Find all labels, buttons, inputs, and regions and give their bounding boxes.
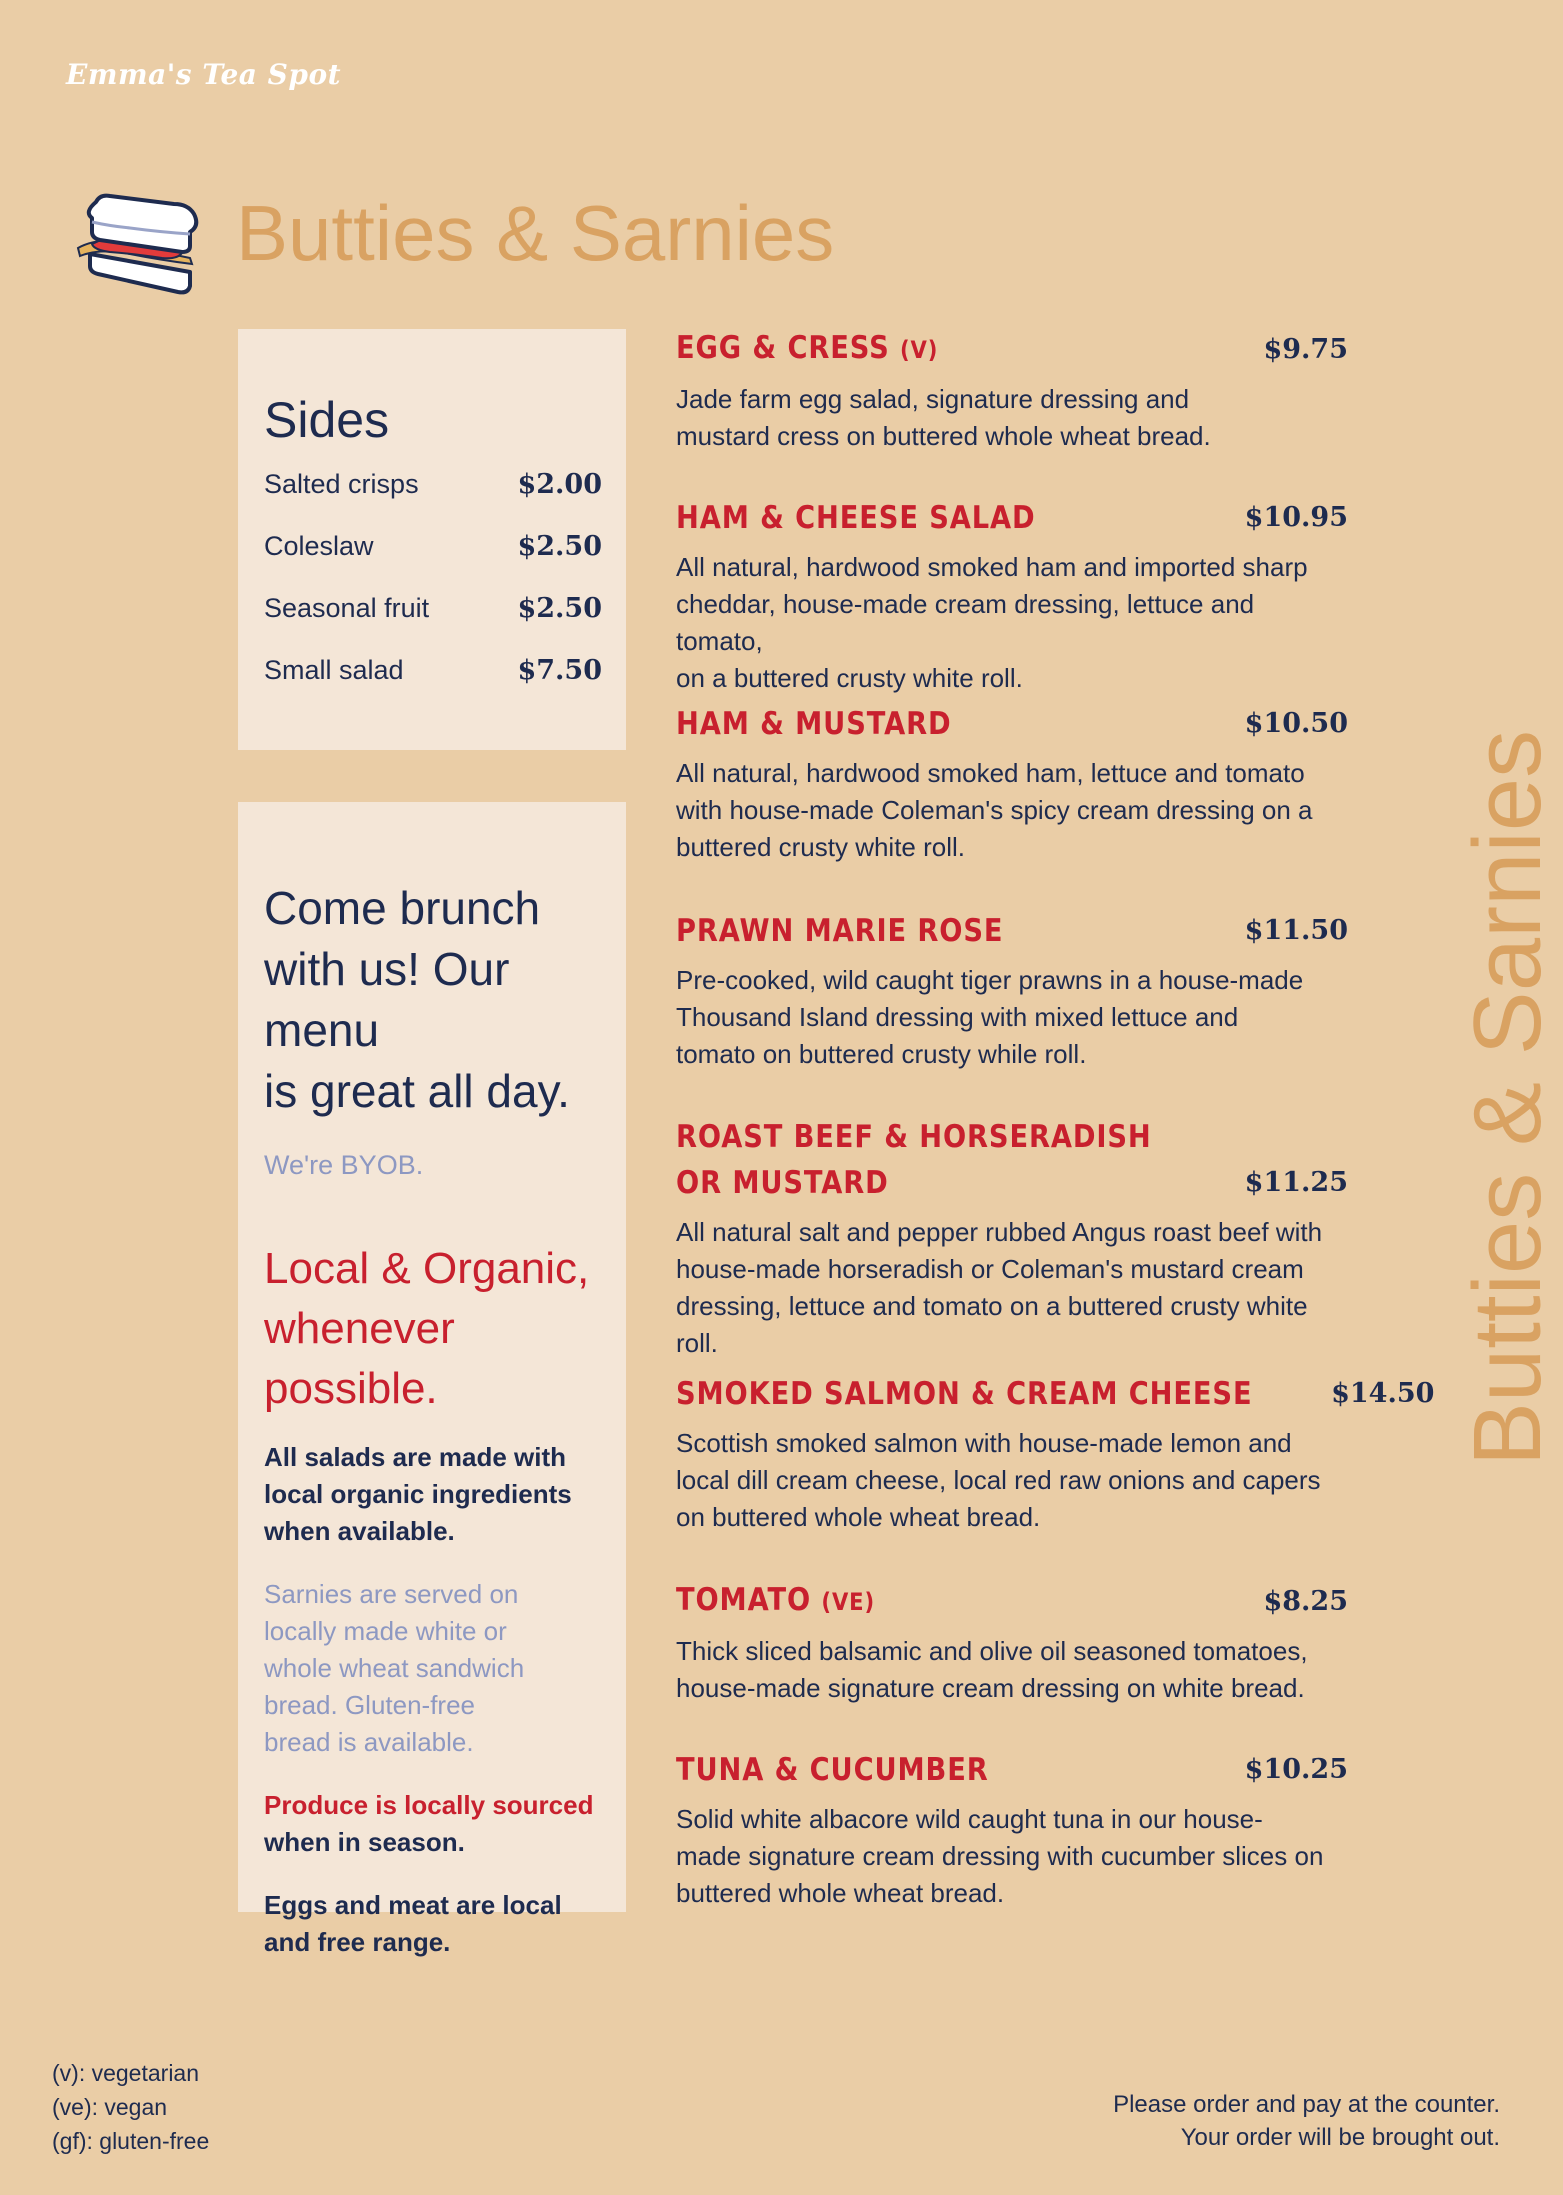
menu-item-name [676, 1371, 1252, 1417]
side-item-price: $2.00 [517, 469, 602, 500]
menu-item-price: $11.50 [1244, 915, 1348, 946]
diet-tag: (V) [900, 336, 939, 364]
side-item-price: $2.50 [517, 593, 602, 624]
headline-line: is great all day. [264, 1065, 570, 1117]
legend-item: (ve): vegan [52, 2094, 168, 2120]
menu-item-name-line: HAM & CHEESE SALAD [676, 500, 1036, 536]
desc-line: tomato on buttered crusty while roll. [676, 1039, 1087, 1069]
side-item-price: $2.50 [517, 531, 602, 562]
desc-line: with house-made Coleman's spicy cream dressing on a [676, 795, 1313, 825]
desc-line: made signature cream dressing with cucumber slices on [676, 1841, 1324, 1871]
menu-item-name-line: OR MUSTARD [676, 1165, 889, 1201]
note-line: All salads are made with [264, 1442, 567, 1472]
side-item [264, 531, 602, 593]
menu-item-description [676, 1801, 1348, 1912]
desc-line: local dill cream cheese, local red raw onions and capers [676, 1465, 1321, 1495]
menu-item [676, 1747, 1348, 1912]
bread-note [264, 1576, 606, 1761]
sides-panel [238, 329, 626, 750]
menu-item-name-line: ROAST BEEF & HORSERADISH [676, 1119, 1152, 1155]
salads-note [264, 1439, 606, 1550]
side-item [264, 593, 602, 655]
desc-line: All natural salt and pepper rubbed Angus roast beef with [676, 1217, 1323, 1247]
menu-item [676, 1371, 1435, 1536]
diet-legend [52, 2056, 209, 2158]
desc-line: mustard cress on buttered whole wheat bread. [676, 421, 1211, 451]
menu-item [676, 325, 1348, 455]
desc-line: buttered crusty white roll. [676, 832, 966, 862]
menu-item-name [676, 325, 938, 373]
page-title: Butties & Sarnies [236, 189, 835, 277]
menu-item-description [676, 549, 1348, 697]
desc-line: Thousand Island dressing with mixed lettuce and [676, 1002, 1239, 1032]
menu-item-name-line: TOMATO [676, 1582, 812, 1618]
desc-line: Scottish smoked salmon with house-made lemon and [676, 1428, 1292, 1458]
note-line: bread. Gluten-free [264, 1690, 476, 1720]
side-item-name: Small salad [264, 655, 404, 685]
menu-item-price: $11.25 [1244, 1167, 1348, 1198]
desc-line: Jade farm egg salad, signature dressing and [676, 384, 1190, 414]
menu-item-description [676, 1425, 1348, 1536]
desc-line: Thick sliced balsamic and olive oil seasoned tomatoes, [676, 1636, 1308, 1666]
menu-item-price: $9.75 [1263, 334, 1348, 365]
menu-item-price: $14.50 [1331, 1378, 1435, 1409]
menu-item-description [676, 962, 1348, 1073]
side-item-name: Salted crisps [264, 469, 419, 499]
byob-note: We're BYOB. [264, 1150, 424, 1180]
desc-line: dressing, lettuce and tomato on a buttered crusty white roll. [676, 1291, 1308, 1358]
menu-item [676, 1114, 1348, 1362]
side-item [264, 655, 602, 717]
order-instructions [1113, 2088, 1500, 2154]
menu-item [676, 495, 1348, 697]
menu-item-name-line: PRAWN MARIE ROSE [676, 913, 1004, 949]
desc-line: cheddar, house-made cream dressing, lettuce and tomato, [676, 589, 1255, 656]
local-line: whenever possible. [264, 1304, 455, 1413]
menu-item-description [676, 1214, 1348, 1362]
local-organic-headline [264, 1239, 606, 1419]
note-line: bread is available. [264, 1727, 474, 1757]
brand-logo: Emma's Tea Spot [66, 58, 342, 91]
headline-line: Come brunch [264, 882, 541, 934]
local-line: Local & Organic, [264, 1244, 590, 1293]
menu-item-description [676, 1633, 1348, 1707]
menu-item-name-line: TUNA & CUCUMBER [676, 1752, 989, 1788]
side-item-price: $7.50 [517, 655, 602, 686]
menu-item [676, 1577, 1348, 1707]
menu-item-price: $10.25 [1244, 1754, 1348, 1785]
footer-line: Your order will be brought out. [1180, 2124, 1500, 2151]
menu-item-name [676, 908, 1003, 954]
desc-line: house-made horseradish or Coleman's mustard cream [676, 1254, 1304, 1284]
menu-item-price: $10.50 [1244, 708, 1348, 739]
side-item-name: Coleslaw [264, 531, 374, 561]
menu-item [676, 701, 1348, 866]
desc-line: on a buttered crusty white roll. [676, 663, 1023, 693]
sandwich-icon [70, 192, 210, 298]
desc-line: All natural, hardwood smoked ham and imported sharp [676, 552, 1308, 582]
menu-item [676, 908, 1348, 1073]
menu-item-name [676, 1747, 989, 1793]
vertical-section-title: Butties & Sarnies [1454, 729, 1561, 1467]
desc-line: house-made signature cream dressing on white bread. [676, 1673, 1305, 1703]
desc-line: buttered whole wheat bread. [676, 1878, 1005, 1908]
note-line: and free range. [264, 1927, 451, 1957]
side-item [264, 469, 602, 531]
desc-line: Pre-cooked, wild caught tiger prawns in a house-made [676, 965, 1304, 995]
eggs-note [264, 1887, 606, 1961]
menu-item-name-line: HAM & MUSTARD [676, 706, 952, 742]
note-line: local organic ingredients [264, 1479, 572, 1509]
diet-tag: (VE) [821, 1588, 876, 1616]
headline-line: with us! Our menu [264, 943, 510, 1056]
menu-item-description [676, 755, 1348, 866]
menu-item-description [676, 381, 1348, 455]
side-item-name: Seasonal fruit [264, 593, 430, 623]
note-line: locally made white or [264, 1616, 507, 1646]
brunch-headline [264, 878, 606, 1122]
desc-line: All natural, hardwood smoked ham, lettuce and tomato [676, 758, 1305, 788]
note-line: when available. [264, 1516, 455, 1546]
desc-line: Solid white albacore wild caught tuna in our house- [676, 1804, 1263, 1834]
menu-item-name [676, 701, 952, 747]
menu-item-name [676, 495, 1036, 541]
menu-item-name-line: EGG & CRESS [676, 330, 890, 366]
note-line: Eggs and meat are local [264, 1890, 562, 1920]
note-line: Sarnies are served on [264, 1579, 519, 1609]
produce-note [264, 1787, 606, 1861]
menu-item-name [676, 1577, 875, 1625]
footer-line: Please order and pay at the counter. [1113, 2091, 1500, 2118]
note-line: when in season. [264, 1827, 465, 1857]
legend-item: (gf): gluten-free [52, 2128, 210, 2154]
sides-title: Sides [264, 392, 390, 448]
info-panel [238, 802, 626, 1957]
menu-item-name-line: SMOKED SALMON & CREAM CHEESE [676, 1376, 1253, 1412]
menu-item-name [676, 1114, 1152, 1206]
note-line: Produce is locally sourced [264, 1790, 594, 1820]
menu-item-price: $8.25 [1263, 1586, 1348, 1617]
note-line: whole wheat sandwich [264, 1653, 525, 1683]
legend-item: (v): vegetarian [52, 2060, 200, 2086]
menu-item-price: $10.95 [1244, 502, 1348, 533]
desc-line: on buttered whole wheat bread. [676, 1502, 1041, 1532]
